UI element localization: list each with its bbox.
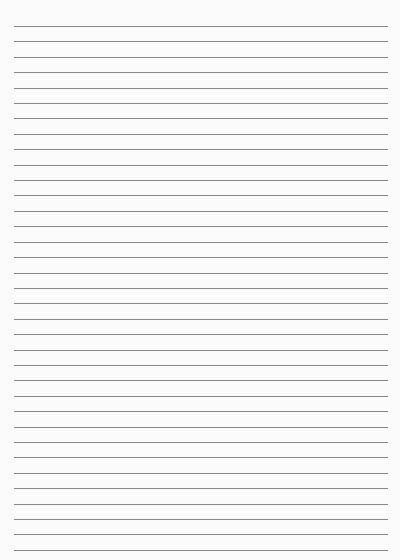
- text-line: [14, 476, 388, 490]
- text-line: [14, 307, 388, 321]
- text-line: [14, 153, 388, 167]
- text-line: [14, 538, 388, 552]
- text-line: [14, 106, 388, 120]
- text-line: [14, 199, 388, 213]
- text-line: [14, 522, 388, 536]
- text-line: [14, 461, 388, 475]
- text-line: [14, 322, 388, 336]
- manuscript-body: [14, 14, 388, 552]
- text-line: [14, 276, 388, 290]
- text-line: [14, 399, 388, 413]
- text-line: [14, 60, 388, 74]
- text-line: [14, 214, 388, 228]
- text-line: [14, 45, 388, 59]
- text-line: [14, 415, 388, 429]
- text-line: [14, 507, 388, 521]
- text-line: [14, 122, 388, 136]
- text-line: [14, 76, 388, 90]
- text-line: [14, 29, 388, 43]
- text-line: [14, 230, 388, 244]
- text-line: [14, 291, 388, 305]
- text-line: [14, 14, 388, 28]
- text-line: [14, 245, 388, 259]
- text-line: [14, 91, 388, 105]
- text-line: [14, 445, 388, 459]
- text-line: [14, 261, 388, 275]
- text-line: [14, 384, 388, 398]
- text-line: [14, 368, 388, 382]
- text-line: [14, 430, 388, 444]
- text-line: [14, 168, 388, 182]
- text-line: [14, 338, 388, 352]
- text-line: [14, 492, 388, 506]
- text-line: [14, 353, 388, 367]
- text-line: [14, 183, 388, 197]
- text-line: [14, 137, 388, 151]
